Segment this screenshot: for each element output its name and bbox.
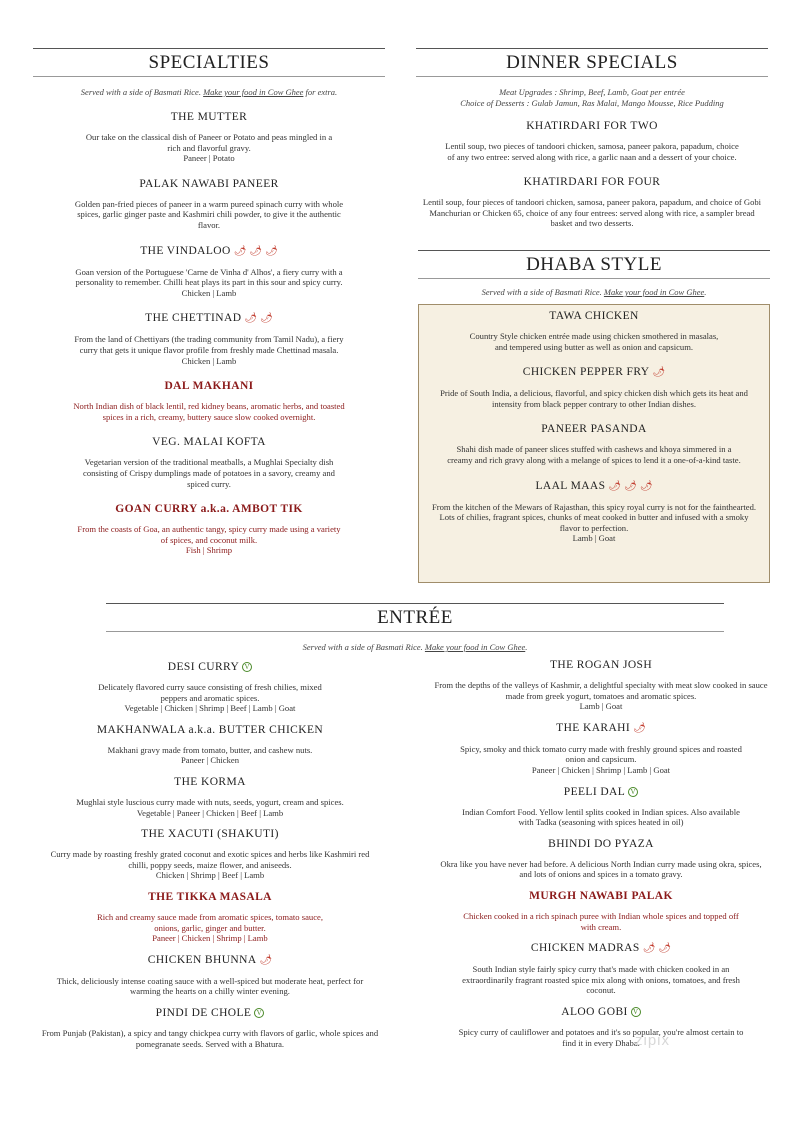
vegetarian-icon: V bbox=[254, 1008, 264, 1018]
menu-item-tawa-chicken: TAWA CHICKEN Country Style chicken entrée made using chicken smothered in masalas, and tempered using butter as well as onion and capsicum. bbox=[469, 310, 719, 352]
menu-item-goan-curry: GOAN CURRY a.k.a. AMBOT TIK From the coasts of Goa, an authentic tangy, spicy curry made using a variety of spices, and coconut milk. Fish | Shrimp bbox=[77, 503, 341, 556]
menu-item-pindi-de-chole: PINDI DE CHOLE V From Punjab (Pakistan), a spicy and tangy chickpea curry with flavors of garlic, whole spices and pomegranate seeds. Served with a Bhatura. bbox=[41, 1006, 379, 1049]
vegetarian-icon: V bbox=[631, 1007, 641, 1017]
menu-item-palak-nawabi-paneer: PALAK NAWABI PANEER Golden pan-fried pieces of paneer in a warm pureed spinach curry with whole spices, garlic ginger paste and Kashmiri chili powder, to give it the authentic flavor. bbox=[74, 177, 344, 230]
entree-section bbox=[106, 603, 724, 653]
menu-item-butter-chicken: MAKHANWALA a.k.a. BUTTER CHICKEN Makhani gravy made from tomato, butter, and cashew nuts. Paneer | Chicken bbox=[96, 723, 324, 766]
vegetarian-icon: V bbox=[242, 662, 252, 672]
entree-right-column bbox=[428, 648, 774, 1048]
menu-item-peeli-dal: PEELI DAL V Indian Comfort Food. Yellow lentil splits cooked in Indian spices. Also available with Tadka (seasoning with spices heated in oil) bbox=[462, 785, 740, 828]
menu-item-khatirdari-four: KHATIRDARI FOR FOUR Lentil soup, four pieces of tandoori chicken, samosa, paneer pakora, papadum, and choice of Gobi Manchurian or Chicken 65, choice of any four entrees: served along with rice, a sampler bread basket and two desserts. bbox=[422, 176, 762, 229]
pepper-icon: 🌶 bbox=[658, 943, 672, 955]
entree-left-column bbox=[40, 650, 380, 1049]
pepper-icon: 🌶 bbox=[639, 480, 653, 492]
pepper-icon: 🌶 bbox=[244, 313, 258, 325]
pepper-icon: 🌶 bbox=[608, 480, 622, 492]
menu-item-korma: THE KORMA Mughlai style luscious curry made with nuts, seeds, yogurt, cream and spices. Vegetable | Paneer | Chicken | Beef | Lamb bbox=[76, 775, 344, 818]
desserts-line: Choice of Desserts : Gulab Jamun, Ras Malai, Mango Mousse, Rice Pudding bbox=[460, 98, 724, 108]
entree-title: ENTRÉE bbox=[106, 603, 724, 632]
menu-item-chicken-bhunna: CHICKEN BHUNNA 🌶 Thick, deliciously intense coating sauce with a well-spiced but moderate heat, perfect for warming the hearts on a chilly winter evening. bbox=[56, 953, 364, 997]
pepper-icon: 🌶 bbox=[265, 245, 278, 257]
menu-item-dal-makhani: DAL MAKHANI North Indian dish of black lentil, red kidney beans, aromatic herbs, and toasted spices in a rich, creamy, buttery sauce slow cooked overnight. bbox=[73, 380, 345, 422]
menu-item-malai-kofta: VEG. MALAI KOFTA Vegetarian version of the traditional meatballs, a Mughlai Specialty dish consisting of Crispy dumplings made of potatoes in a savory, creamy and spiced curry. bbox=[83, 436, 335, 489]
menu-item-mutter: THE MUTTER Our take on the classical dish of Paneer or Potato and peas mingled in a rich and flavorful gravy. Paneer | Potato bbox=[85, 111, 333, 164]
menu-item-chicken-pepper-fry: CHICKEN PEPPER FRY 🌶 Pride of South India, a delicious, flavorful, and spicy chicken dish which gets its heat and intensity from black pepper contrary to other Indian dishes. bbox=[440, 366, 748, 409]
pepper-icon: 🌶 bbox=[633, 722, 646, 734]
cow-ghee-link[interactable]: Make your food in Cow Ghee bbox=[203, 87, 304, 97]
menu-item-aloo-gobi: ALOO GOBI V Spicy curry of cauliflower and potatoes and it's so popular, you're almost certain to find it in every Dhaba. bbox=[458, 1005, 744, 1048]
pepper-icon: 🌶 bbox=[249, 245, 263, 257]
cow-ghee-link[interactable]: Make your food in Cow Ghee bbox=[424, 642, 526, 652]
dhaba-box bbox=[418, 304, 770, 583]
menu-item-vindaloo: THE VINDALOO 🌶 🌶 🌶 Goan version of the Portuguese 'Carne de Vinha d' Alhos', a fiery curry with a personality to remember. Chilli heat plays its part in this sour and spicy curry. Chicken | Lamb bbox=[75, 244, 343, 298]
dinner-specials-section bbox=[416, 48, 768, 229]
menu-item-murgh-nawabi-palak: MURGH NAWABI PALAK Chicken cooked in a rich spinach puree with Indian whole spices and topped off with cream. bbox=[463, 889, 739, 932]
menu-item-karahi: THE KARAHI 🌶 Spicy, smoky and thick tomato curry made with freshly ground spices and roasted onion and capsicum. Paneer | Chicken | Shrimp | Lamb | Goat bbox=[460, 721, 742, 775]
pepper-icon: 🌶 bbox=[260, 313, 273, 325]
menu-item-laal-maas: LAAL MAAS 🌶 🌶 🌶 From the kitchen of the Mewars of Rajasthan, this spicy royal curry is not for the fainthearted. Lots of chilies, fragrant spices, chunks of meat cooked in butter and infused with a smoky flavor to perfection. Lamb | Goat bbox=[431, 479, 757, 544]
dhaba-style-section bbox=[418, 250, 770, 583]
menu-item-chettinad: THE CHETTINAD 🌶 🌶 From the land of Chettiyars (the trading community from Tamil Nadu), a fiery curry that gets it unique flavor profile from freshly made Chettinad masala. Chicken | Lamb bbox=[74, 312, 344, 366]
cow-ghee-link[interactable]: Make your food in Cow Ghee bbox=[603, 287, 705, 297]
menu-item-bhindi-do-pyaza: BHINDI DO PYAZA Okra like you have never had before. A delicious North Indian curry made using okra, spices, and lots of onions and spices in a tomato gravy. bbox=[440, 837, 762, 880]
pepper-icon: 🌶 bbox=[624, 480, 637, 492]
menu-item-khatirdari-two: KHATIRDARI FOR TWO Lentil soup, two pieces of tandoori chicken, samosa, paneer pakora, papadum, choice of any two entree: served along with rice, a garlic naan and a dessert of your choice. bbox=[445, 120, 739, 162]
pepper-icon: 🌶 bbox=[259, 954, 273, 966]
dhaba-subtitle: Served with a side of Basmati Rice. Make your food in Cow Ghee. bbox=[481, 287, 707, 297]
pepper-icon: 🌶 bbox=[652, 367, 666, 379]
pepper-icon: 🌶 bbox=[233, 245, 247, 257]
specialties-subtitle: Served with a side of Basmati Rice. Make your food in Cow Ghee for extra. bbox=[80, 87, 338, 97]
menu-item-tikka-masala: THE TIKKA MASALA Rich and creamy sauce made from aromatic spices, tomato sauce, onions, garlic, ginger and butter. Paneer | Chicken | Shrimp | Lamb bbox=[97, 890, 323, 944]
specialties-section bbox=[33, 48, 385, 556]
pepper-icon: 🌶 bbox=[642, 943, 656, 955]
menu-item-paneer-pasanda: PANEER PASANDA Shahi dish made of paneer slices stuffed with cashews and khoya simmered in a creamy and rich gravy along with a melange of spices to lend it a one-of-a-kind taste. bbox=[447, 423, 741, 465]
specialties-title: SPECIALTIES bbox=[33, 48, 385, 77]
entree-subtitle: Served with a side of Basmati Rice. Make your food in Cow Ghee. bbox=[302, 642, 528, 652]
menu-item-xacuti: THE XACUTI (SHAKUTI) Curry made by roasting freshly grated coconut and exotic spices and herbs like Kashmiri red chilli, poppy seeds, maize flower, and aniseeds. Chicken | Shrimp | Beef | Lamb bbox=[50, 828, 370, 881]
dinner-specials-title: DINNER SPECIALS bbox=[416, 48, 768, 77]
dhaba-style-title: DHABA STYLE bbox=[418, 250, 770, 279]
menu-item-chicken-madras: CHICKEN MADRAS 🌶 🌶 South Indian style fairly spicy curry that's made with chicken cooked in an extraordinarily fragrant roasted spice mix along with onions, tomatoes, and fresh coconut. bbox=[462, 942, 740, 996]
watermark: zipix bbox=[634, 1032, 670, 1049]
vegetarian-icon: V bbox=[628, 787, 638, 797]
meat-upgrades-line: Meat Upgrades : Shrimp, Beef, Lamb, Goat per entrée bbox=[499, 87, 685, 97]
menu-item-rogan-josh: THE ROGAN JOSH From the depths of the valleys of Kashmir, a delightful specialty with meat slow cooked in sauce made from greek yogurt, tomatoes and aromatic spices. Lamb | Goat bbox=[434, 659, 768, 712]
menu-item-desi-curry: DESI CURRY V Delicately flavored curry sauce consisting of fresh chilies, mixed peppers and aromatic spices. Vegetable | Chicken | Shrimp | Beef | Lamb | Goat bbox=[98, 661, 322, 714]
